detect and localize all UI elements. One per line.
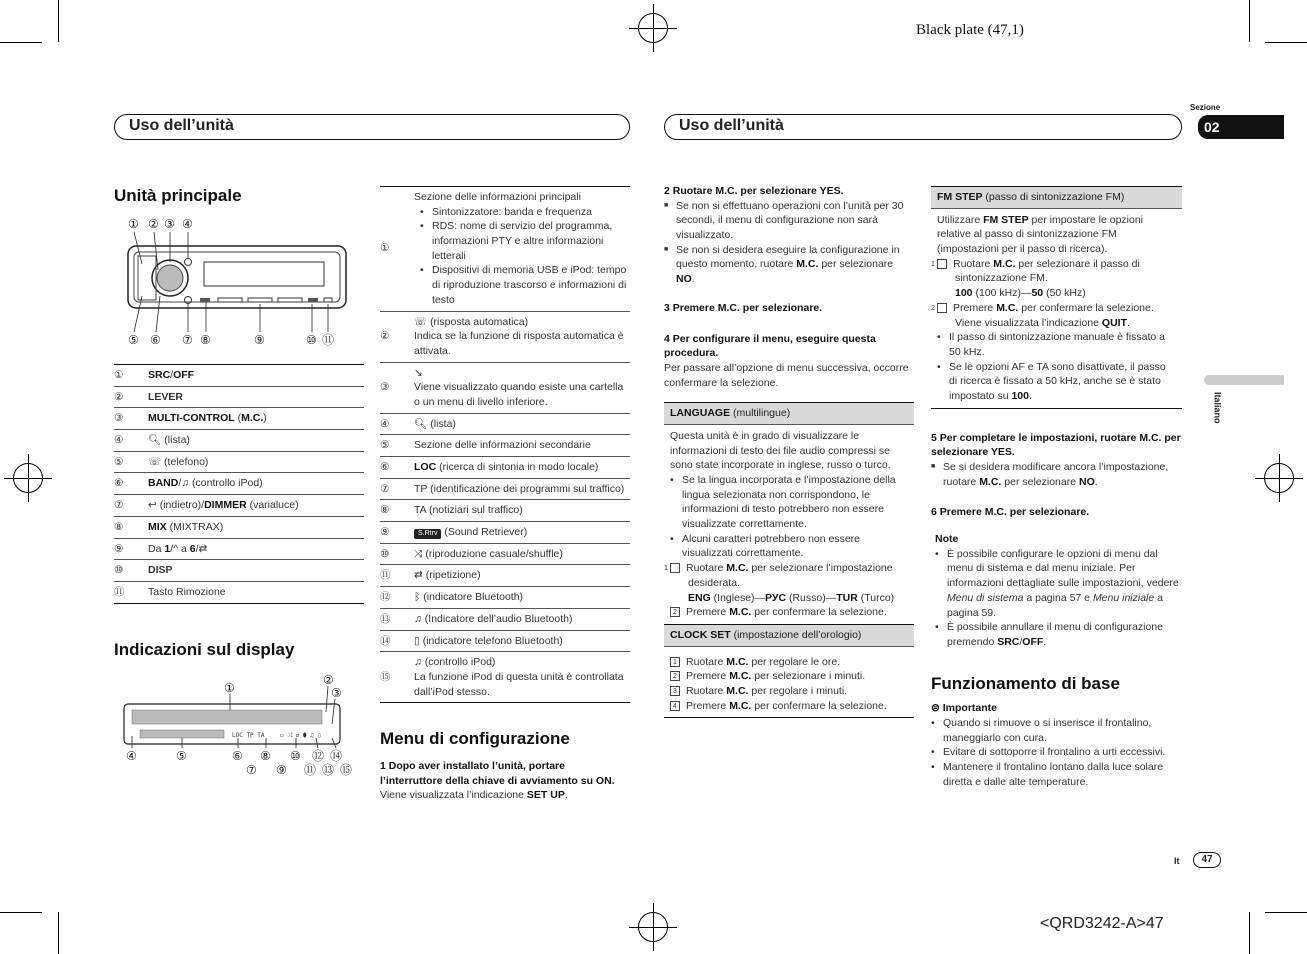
diagram1-label: ⑨ [254, 333, 265, 347]
svg-text:▭ ⤨ ⇄ ⬮ ♫ ▯: ▭ ⤨ ⇄ ⬮ ♫ ▯ [280, 732, 322, 739]
table-row: ⑬ ♫ (Indicatore dell’audio Bluetooth) [380, 608, 630, 630]
diagram1-label: ③ [164, 217, 175, 231]
step-5-text: ■ Se si desidera modificare ancora l’impostazione, ruotare M.C. per selezionare NO. [931, 460, 1182, 489]
display-indicators-table [380, 186, 630, 703]
ipod-icon: ♫ [181, 477, 190, 490]
diagram2-label: ⑬ [322, 763, 335, 777]
registration-mark [638, 13, 668, 43]
table-row: ⑪ Tasto Rimozione [114, 581, 364, 603]
table-row: ⑩ DISP [114, 560, 364, 582]
diagram2-label: ⑩ [290, 749, 301, 763]
diagram2-label: ⑥ [232, 749, 243, 763]
fm-step-2: 2 Premere M.C. per confermare la selezione. Viene visualizzata l’indicazione QUIT. [931, 301, 1154, 329]
svg-text:LOC TP TA: LOC TP TA [232, 732, 265, 739]
footer-code: <QRD3242-A>47 [1040, 915, 1164, 932]
crop-mark [1265, 912, 1307, 913]
crop-mark [58, 0, 59, 42]
language-step-1: 1 Ruotare M.C. per selezionare l’impostazione desiderata. [664, 562, 893, 589]
note-bullet: • È possibile annullare il menu di configurazione premendo SRC/OFF. [935, 620, 1182, 649]
table-row: ② ☏ (risposta automatica) Indica se la funzione di risposta automatica è attivata. [380, 311, 630, 362]
table-row: ⑮ ♫ (controllo iPod) La funzione iPod di questa unità è controllata dall’iPod stesso. [380, 652, 630, 703]
clock-step: 1 Ruotare M.C. per regolare le ore. [670, 655, 908, 670]
note-title: Note [935, 533, 959, 546]
language-tab: Italiano [1212, 392, 1223, 424]
diagram1-label: ④ [182, 217, 193, 231]
repeat-icon: ⇄ [414, 569, 423, 582]
important-bullet: • Quando si rimuove o si inserisce il frontalino, maneggiarlo con cura. [931, 716, 1182, 745]
important-bullet: • Evitare di sottoporre il frontalino a urti eccessivi. [931, 745, 1182, 760]
crop-mark [0, 42, 42, 43]
diagram1-label: ⑥ [150, 333, 161, 347]
language-header: LANGUAGE (multilingue) [664, 402, 914, 425]
diagram2-label: ③ [331, 686, 342, 700]
step-2-note-a: ■ Se non si effettuano operazioni con l’unità per 30 secondi, il menu di configurazione non sarà visualizzato. [664, 199, 914, 243]
folder-arrow-icon: ↘ [414, 366, 423, 379]
fm-options: 100 (100 kHz)—50 (50 kHz) [955, 287, 1086, 300]
fm-bullet: • Se le opzioni AF e TA sono disattivate, il passo di ricerca è fissato a 50 kHz, anche se è stato impostato su 100. [937, 360, 1176, 404]
table-row: ⑧ TA (notiziari sul traffico) [380, 500, 630, 522]
note-bullet: • È possibile configurare le opzioni di menu dal menu di sistema e dal menu iniziale. Per informazioni dettagliate sulle impostazioni, vedere Menu di sistema a pagina 57 e Menu iniziale a pagina 59. [935, 547, 1182, 620]
table-row: ② LEVER [114, 386, 364, 408]
table-row: ⑤ Sezione delle informazioni secondarie [380, 435, 630, 457]
crop-mark [1265, 42, 1307, 43]
phone-icon: ☏ [148, 455, 162, 468]
table-row: ③ MULTI-CONTROL (M.C.) [114, 408, 364, 430]
repeat-icon: ⇄ [198, 542, 208, 555]
section-title-display: Indicazioni sul display [114, 640, 295, 659]
fm-step-1: 1 Ruotare M.C. per selezionare il passo di sintonizzazione FM. [931, 257, 1140, 285]
section-number: 02 [1198, 115, 1284, 139]
header-left: Uso dell’unità [114, 114, 630, 140]
crop-mark [1249, 912, 1250, 954]
table-row: ⑥ BAND/♫ (controllo iPod) [114, 473, 364, 495]
table-row: ⑭ ▯ (indicatore telefono Bluetooth) [380, 630, 630, 652]
back-icon: ↩ [148, 499, 157, 512]
section-title-basic-ops: Funzionamento di base [931, 673, 1120, 693]
table-row: ⑪ ⇄ (ripetizione) [380, 565, 630, 587]
table-row: ⑦ TP (identificazione dei programmi sul traffico) [380, 478, 630, 500]
warning-icon: ⊜ [931, 702, 940, 715]
clock-step: 2 Premere M.C. per selezionare i minuti. [670, 669, 908, 684]
step-1: 1 Dopo aver installato l’unità, portare l’interruttore della chiave di avviamento su ON. [380, 760, 615, 787]
language-bullet: • Se la lingua incorporata e l’impostazione della lingua selezionata non corrispondono, le informazioni di testo potrebbero non essere visualizzate correttamente. [670, 473, 908, 532]
table-row: ③ ↘ Viene visualizzato quando esiste una cartella o un menu di livello inferiore. [380, 362, 630, 413]
ipod-icon: ♫ [414, 656, 422, 669]
registration-mark [1264, 463, 1294, 493]
diagram2-label: ⑫ [312, 749, 325, 763]
diagram2-label: ② [323, 673, 334, 687]
diagram1-label: ⑦ [182, 333, 193, 347]
important-title: ⊜ Importante [931, 702, 997, 715]
step-1-text: Viene visualizzata l’indicazione SET UP. [380, 789, 568, 802]
sound-retriever-icon: S.Rtrv [414, 529, 441, 539]
main-unit-table [114, 364, 364, 604]
clock-step: 3 Ruotare M.C. per regolare i minuti. [670, 684, 908, 699]
diagram2-label: ⑮ [340, 763, 353, 777]
diagram2-label: ⑨ [276, 763, 287, 777]
crop-mark [0, 912, 42, 913]
music-note-icon: ♫ [414, 612, 422, 625]
table-row: ④ 🔍︎ (lista) [380, 413, 630, 435]
important-bullet: • Mantenere il frontalino lontano dalla luce solare diretta e dalle alte temperature. [931, 760, 1182, 789]
language-bullet: • Alcuni caratteri potrebbero non essere visualizzati correttamente. [670, 532, 908, 561]
step-5: 5 Per completare le impostazioni, ruotare M.C. per selezionare YES. [931, 431, 1181, 459]
registration-mark [13, 463, 43, 493]
search-icon: 🔍︎ [148, 434, 162, 447]
phone-bt-icon: ▯ [414, 634, 420, 647]
diagram2-label: ⑭ [330, 749, 343, 763]
section-title-setup-menu: Menu di configurazione [380, 729, 570, 749]
language-text: Questa unità è in grado di visualizzare le informazioni di testo dei file audio compressi se sono state incorporate in inglese, russo o turco. [670, 429, 891, 472]
diagram2-label: ④ [126, 749, 137, 763]
table-row: ④ 🔍︎ (lista) [114, 430, 364, 452]
diagram1-label: ⑩ [306, 333, 317, 347]
table-row: ⑤ ☏ (telefono) [114, 451, 364, 473]
plate-label: Black plate (47,1) [916, 22, 1024, 38]
crop-mark [58, 912, 59, 954]
diagram1-label: ⑧ [200, 333, 211, 347]
step-2: 2 Ruotare M.C. per selezionare YES. [664, 185, 844, 197]
diagram2-label: ⑪ [304, 763, 317, 777]
table-row: ⑧ MIX (MIXTRAX) [114, 516, 364, 538]
step-3: 3 Premere M.C. per selezionare. [664, 301, 823, 314]
display-diagram [120, 670, 360, 780]
table-row: ⑫ ᛒ (indicatore Bluetooth) [380, 587, 630, 609]
auto-answer-icon: ☏ [414, 315, 428, 328]
header-right: Uso dell’unità [664, 114, 1182, 140]
diagram2-label: ⑦ [246, 763, 257, 777]
table-row: ⑥ LOC (ricerca di sintonia in modo locale) [380, 457, 630, 479]
bluetooth-icon: ᛒ [414, 591, 421, 604]
step-2-note-b: ■ Se non si desidera eseguire la configurazione in questo momento, ruotare M.C. per selezionare NO. [664, 243, 914, 287]
section-title-main-unit: Unità principale [114, 186, 242, 205]
diagram2-label: ① [224, 681, 235, 695]
shuffle-icon: ⤨ [414, 547, 423, 560]
diagram2-label: ⑧ [260, 749, 271, 763]
table-row: ⑦ ↩ (indietro)/DIMMER (varialuce) [114, 495, 364, 517]
page-lang: It [1174, 856, 1180, 866]
up-icon: ^ [173, 542, 179, 555]
language-tab-bar [1204, 375, 1284, 385]
diagram1-label: ② [148, 217, 159, 231]
diagram2-label: ⑤ [176, 749, 187, 763]
diagram1-label: ① [128, 217, 139, 231]
step-4-text: Per passare all’opzione di menu successiva, occorre confermare la selezione. [664, 361, 909, 389]
step-4: 4 Per configurare il menu, eseguire questa procedura. [664, 332, 876, 360]
language-step-2: 2 Premere M.C. per confermare la selezione. [670, 605, 908, 620]
table-row: ① Sezione delle informazioni principali • Sintonizzatore: banda e frequenza • RDS: nome di servizio del programma, informazioni PTY e altre informazioni letterali • Dispositivi di memoria USB e iPod: tempo di riproduzione trascorso e informazioni di testo [380, 187, 630, 312]
table-row: ⑨ Da 1/^ a 6/⇄ [114, 538, 364, 560]
step-6: 6 Premere M.C. per selezionare. [931, 506, 1090, 519]
table-row: ① SRC/OFF [114, 365, 364, 387]
fm-step-text: Utilizzare FM STEP per impostare le opzioni relative al passo di sintonizzazione FM (impostazioni per il passo di ricerca). [937, 213, 1144, 256]
head-unit-diagram [124, 212, 354, 352]
page-number: 47 [1193, 852, 1221, 868]
clock-step: 4 Premere M.C. per confermare la selezione. [670, 699, 908, 714]
fm-step-header: FM STEP (passo di sintonizzazione FM) [931, 186, 1182, 209]
diagram1-label: ⑤ [128, 333, 139, 347]
language-options: ENG (Inglese)—РУС (Russo)—TUR (Turco) [688, 591, 895, 604]
crop-mark [1249, 0, 1250, 42]
section-label: Sezione [1190, 103, 1221, 112]
search-icon: 🔍︎ [414, 417, 428, 430]
clock-header: CLOCK SET (impostazione dell’orologio) [664, 624, 914, 647]
fm-bullet: • Il passo di sintonizzazione manuale è fissato a 50 kHz. [937, 330, 1176, 359]
diagram1-label: ⑪ [322, 333, 335, 347]
table-row: ⑨ S.Rtrv (Sound Retriever) [380, 522, 630, 544]
table-row: ⑩ ⤨ (riproduzione casuale/shuffle) [380, 543, 630, 565]
registration-mark [638, 912, 668, 942]
